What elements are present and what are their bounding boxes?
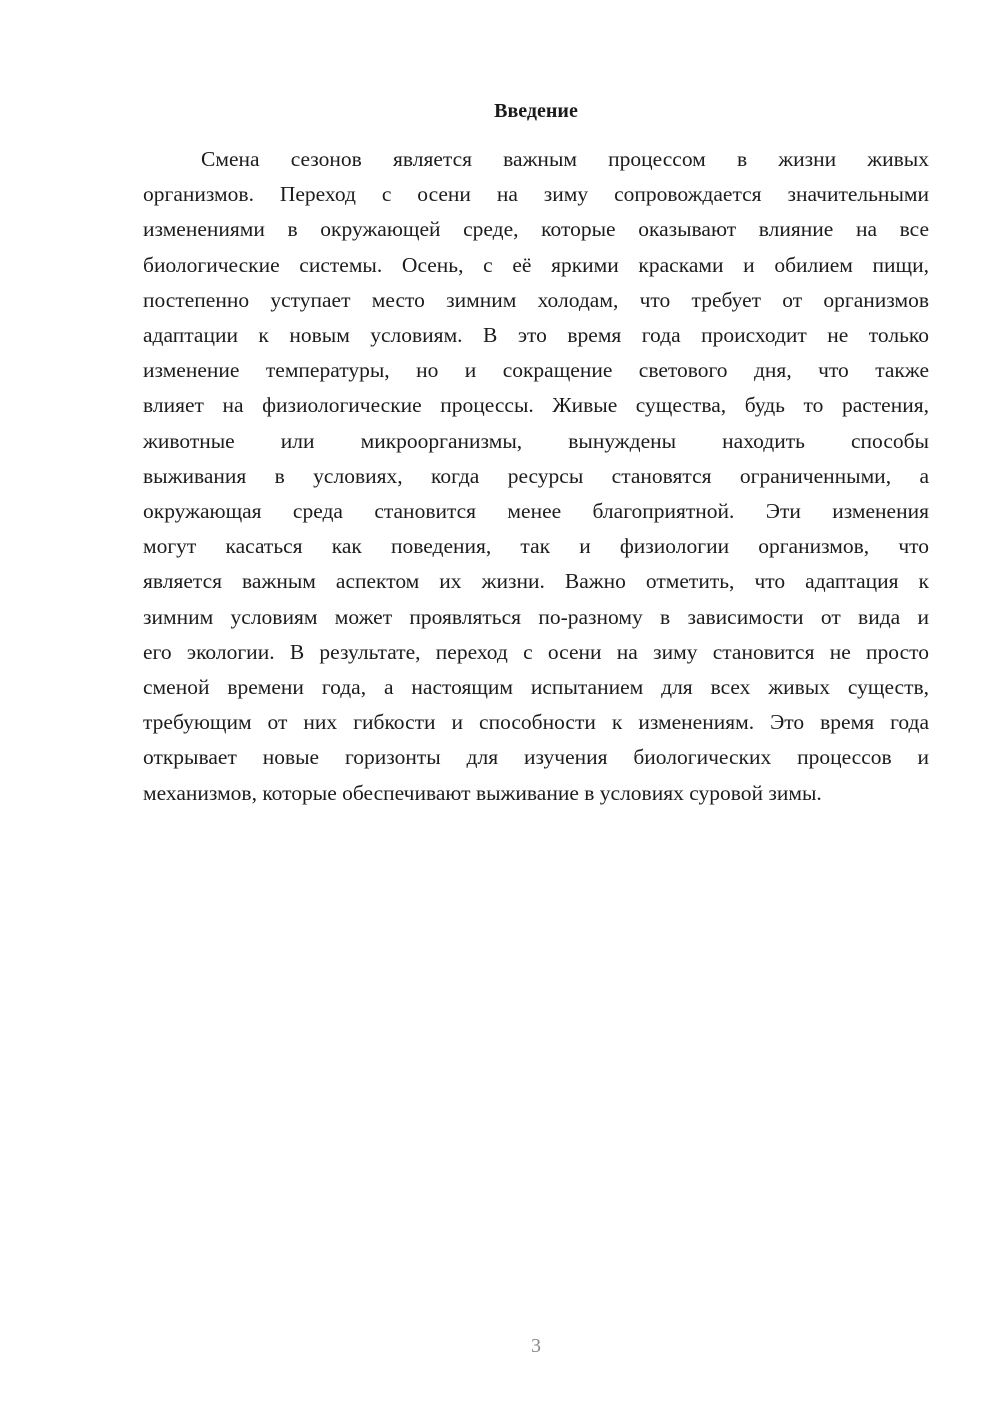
paragraph-line: организмов. Переход с осени на зиму сопровождается значительными <box>143 182 929 207</box>
paragraph-line: его экологии. В результате, переход с осени на зиму становится не просто <box>143 639 929 664</box>
paragraph-line: адаптации к новым условиям. В это время года происходит не только <box>143 323 929 348</box>
paragraph-line: сменой времени года, а настоящим испытанием для всех живых существ, <box>143 675 929 700</box>
paragraph-line: является важным аспектом их жизни. Важно отметить, что адаптация к <box>143 569 929 594</box>
paragraph-line: влияет на физиологические процессы. Живые существа, будь то растения, <box>143 393 929 418</box>
paragraph-line: требующим от них гибкости и способности к изменениям. Это время года <box>143 710 929 735</box>
paragraph-line: животные или микроорганизмы, вынуждены находить способы <box>143 428 929 453</box>
paragraph-line: окружающая среда становится менее благоприятной. Эти изменения <box>143 499 929 524</box>
paragraph-line: изменениями в окружающей среде, которые оказывают влияние на все <box>143 217 929 242</box>
paragraph-line: механизмов, которые обеспечивают выживание в условиях суровой зимы. <box>143 780 822 805</box>
body-paragraph <box>143 142 929 811</box>
paragraph-line: зимним условиям может проявляться по-разному в зависимости от вида и <box>143 604 929 629</box>
paragraph-line: изменение температуры, но и сокращение светового дня, что также <box>143 358 929 383</box>
section-heading: Введение <box>494 100 578 122</box>
paragraph-line: выживания в условиях, когда ресурсы становятся ограниченными, а <box>143 463 929 488</box>
paragraph-line: постепенно уступает место зимним холодам, что требует от организмов <box>143 287 929 312</box>
paragraph-line: открывает новые горизонты для изучения биологических процессов и <box>143 745 929 770</box>
paragraph-line: Смена сезонов является важным процессом в жизни живых <box>201 147 929 171</box>
page-number: 3 <box>531 1335 541 1357</box>
paragraph-line: биологические системы. Осень, с её яркими красками и обилием пищи, <box>143 252 929 277</box>
paragraph-line: могут касаться как поведения, так и физиологии организмов, что <box>143 534 929 559</box>
